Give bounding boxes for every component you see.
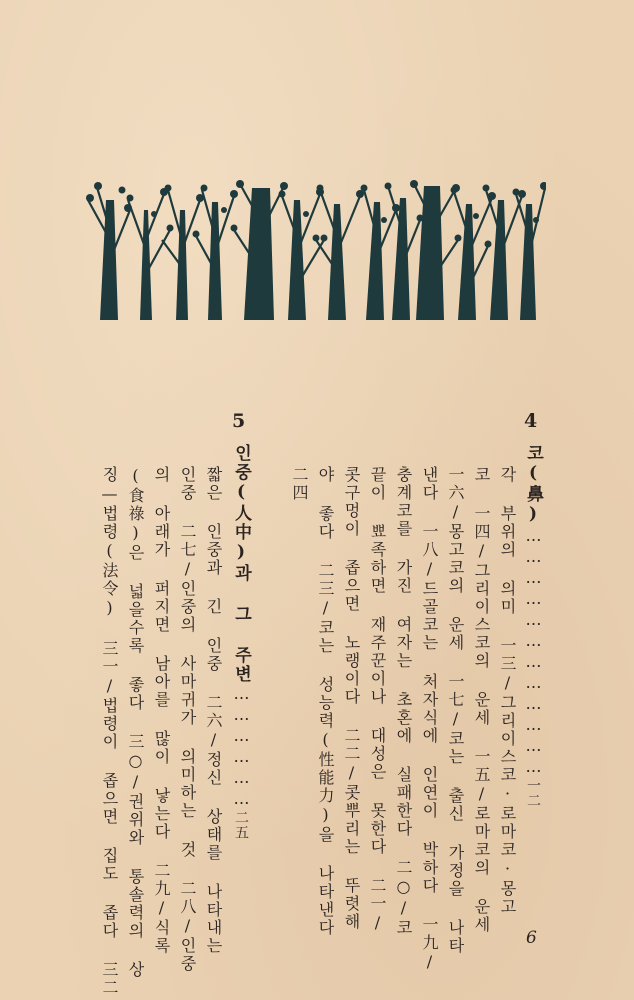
toc-entry-philtrum bbox=[228, 444, 254, 914]
text-line: 각 부위의 의미 一三/그리이스코·로마코·몽고 bbox=[498, 466, 517, 916]
page-reference: 一二 bbox=[525, 778, 541, 808]
text-line: 二四 bbox=[290, 466, 309, 502]
dot-leader: ……………………………… bbox=[524, 526, 543, 778]
text-line: 끝이 뾰족하면 재주꾼이나 대성은 못한다 二一/ bbox=[368, 466, 387, 934]
tree-row-illustration bbox=[84, 180, 546, 320]
text-line: 충계코를 가진 여자는 초혼에 실패한다 二○/코 bbox=[394, 466, 413, 937]
section-number: 5 bbox=[232, 410, 246, 432]
dot-leader: ……………… bbox=[232, 684, 251, 810]
text-line: 짧은 인중과 긴 인중 二六/정신 상태를 나타내는 bbox=[204, 466, 223, 955]
section-heading: 코(鼻) bbox=[523, 444, 543, 526]
section-heading: 인중(人中)과 그 주변 bbox=[231, 444, 251, 684]
page-number: 6 bbox=[526, 928, 537, 948]
text-line: (食祿)은 넓을수록 좋다 三○/권위와 통솔력의 상 bbox=[126, 466, 145, 979]
text-line: 야 좋다 二三/코는 성능력(性能力)을 나타낸다 bbox=[316, 466, 335, 937]
text-line: 콧구멍이 좁으면 노랭이다 二二/콧뿌리는 뚜렷해 bbox=[342, 466, 361, 931]
section-number: 4 bbox=[524, 410, 538, 432]
toc-entry-nose bbox=[520, 444, 546, 914]
text-line: 코 一四/그리이스코의 운세 一五/로마코의 운세 bbox=[472, 466, 491, 934]
text-line: 징—법령(法令) 三一/법령이 좁으면 집도 좁다 三二 bbox=[100, 466, 119, 997]
page-reference: 二五 bbox=[233, 810, 249, 840]
text-line: 의 아래가 퍼지면 남아를 많이 낳는다 二九/식록 bbox=[152, 466, 171, 955]
text-line: 낸다 一八/드골코는 처자식에 인연이 박하다 一九/ bbox=[420, 466, 439, 973]
text-line: 인중 二七/인중의 사마귀가 의미하는 것 二八/인중 bbox=[178, 466, 197, 973]
text-line: 一六/몽고코의 운세 一七/코는 출신 가정을 나타 bbox=[446, 466, 465, 955]
